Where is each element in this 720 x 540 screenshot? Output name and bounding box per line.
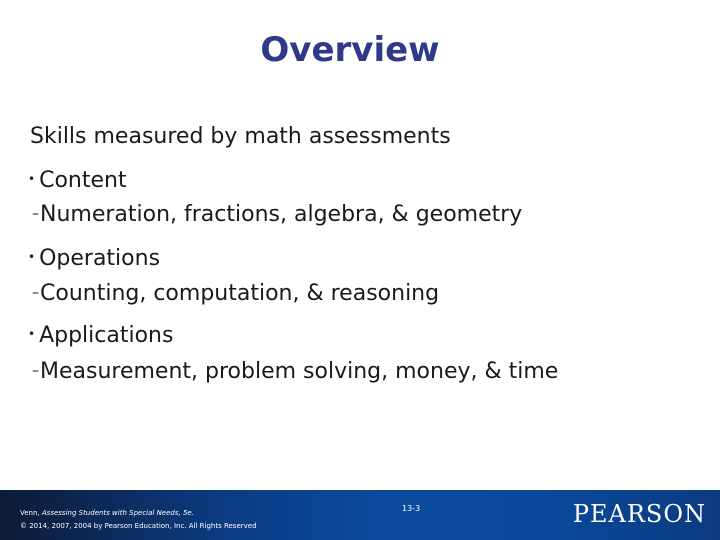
sub-item-label: Numeration, fractions, algebra, & geometry bbox=[40, 202, 523, 227]
bullet-item-operations bbox=[28, 246, 160, 271]
bullet-marker: • bbox=[28, 327, 36, 341]
sub-item-label: Counting, computation, & reasoning bbox=[40, 281, 440, 306]
bullet-label: Content bbox=[39, 168, 127, 193]
bullet-label: Applications bbox=[39, 323, 174, 348]
sub-item-content bbox=[32, 202, 522, 227]
sub-item-label: Measurement, problem solving, money, & time bbox=[40, 359, 559, 384]
copyright-text: © 2014, 2007, 2004 by Pearson Education, Inc. All Rights Reserved bbox=[20, 522, 257, 530]
footer-citation bbox=[20, 507, 257, 533]
slide-title: Overview bbox=[260, 30, 440, 70]
slide-subtitle: Skills measured by math assessments bbox=[30, 124, 451, 149]
citation-author: Venn, bbox=[20, 509, 40, 517]
bullet-item-content bbox=[28, 168, 127, 193]
dash-marker: – bbox=[32, 363, 39, 379]
sub-item-applications bbox=[32, 359, 558, 384]
bullet-marker: • bbox=[28, 250, 36, 264]
sub-item-operations bbox=[32, 281, 439, 306]
bullet-label: Operations bbox=[39, 246, 161, 271]
bullet-item-applications bbox=[28, 323, 173, 348]
page-number: 13-3 bbox=[402, 504, 421, 513]
bullet-marker: • bbox=[28, 172, 36, 186]
pearson-logo: PEARSON bbox=[572, 500, 706, 528]
footer-bar bbox=[0, 490, 720, 540]
dash-marker: – bbox=[32, 206, 39, 222]
citation-title: Assessing Students with Special Needs, 5e. bbox=[41, 509, 194, 517]
dash-marker: – bbox=[32, 285, 39, 301]
